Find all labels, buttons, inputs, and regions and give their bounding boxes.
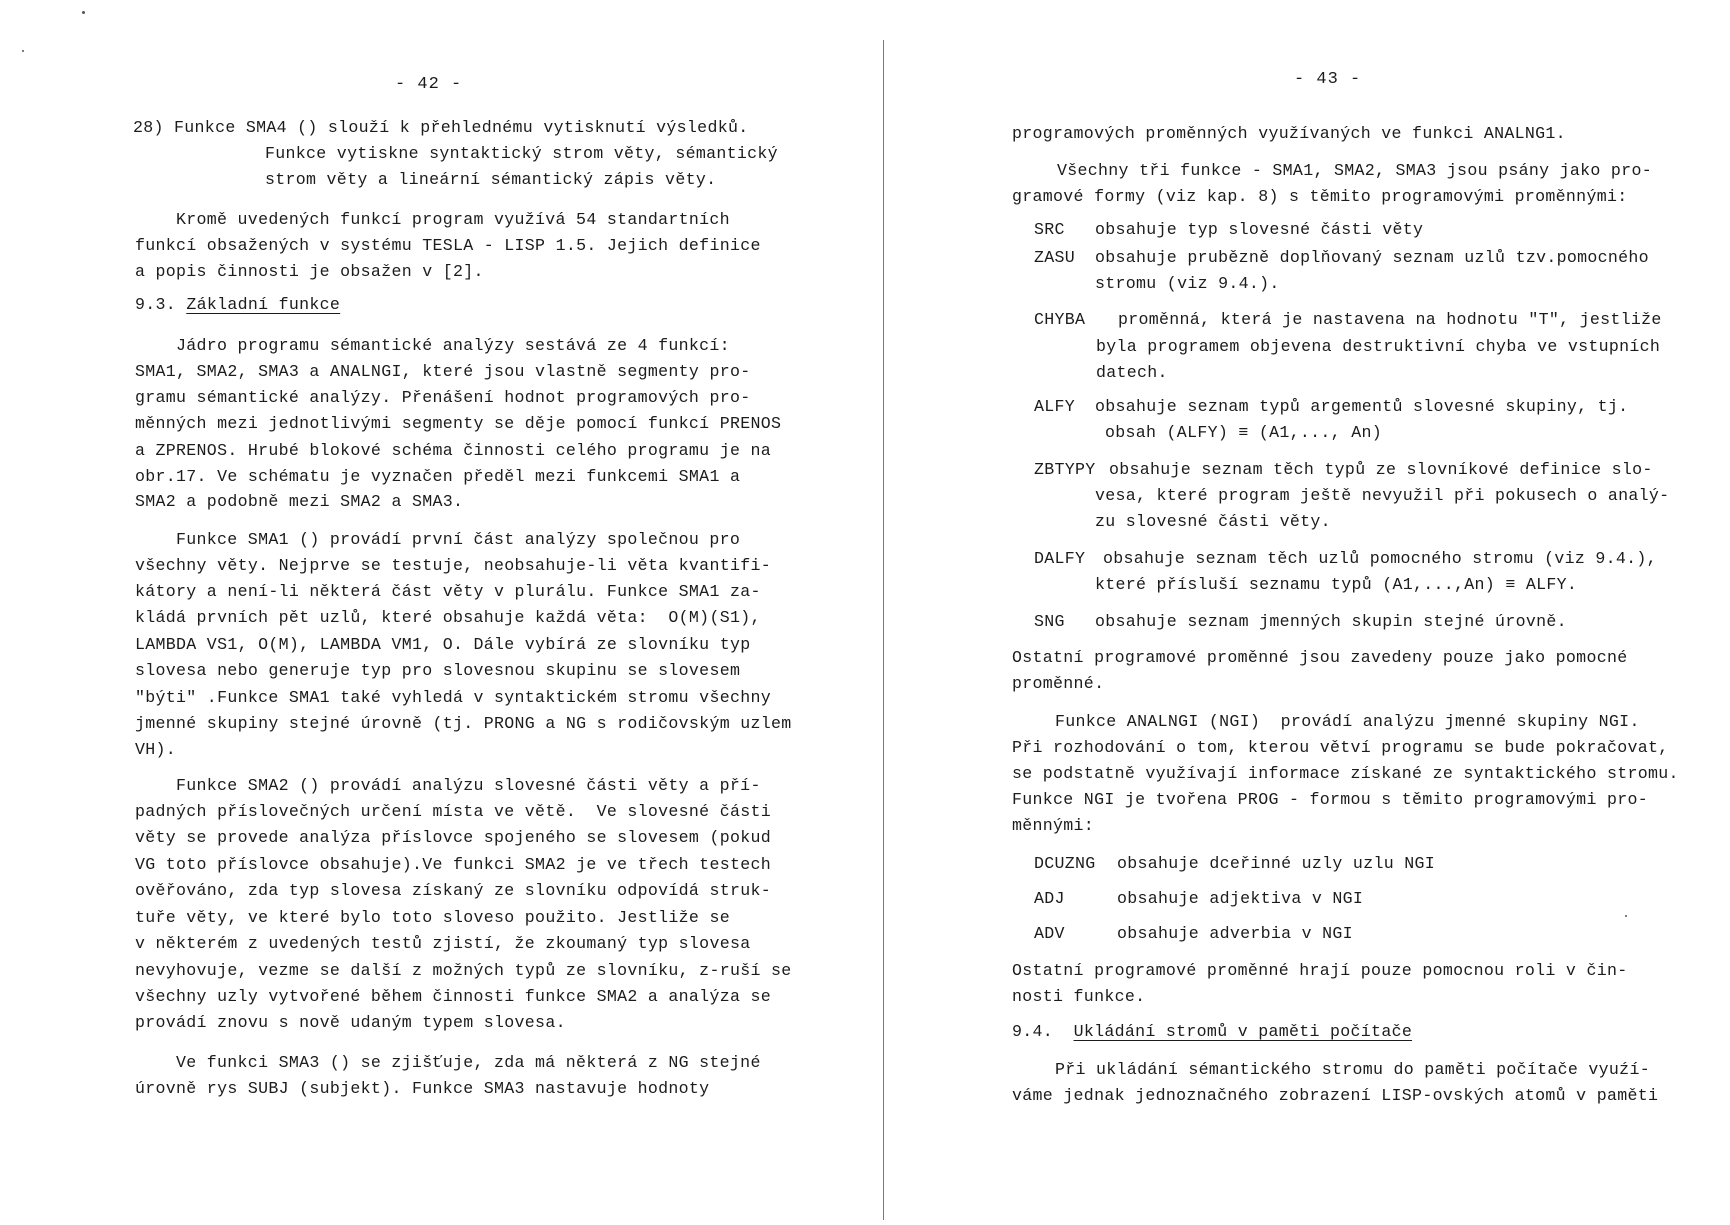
text-line: funkcí obsažených v systému TESLA - LISP 1.5. Jejich definice [135,236,761,255]
text-line: všechny uzly vytvořené během činnosti funkce SMA2 a analýza se [135,987,771,1006]
definition-term: DALFY [1034,549,1086,568]
section-number: 9.4. [1012,1022,1054,1041]
definition-term: ADV [1034,924,1065,943]
text-line: jmenné skupiny stejné úrovně (tj. PRONG a NG s rodičovským uzlem [135,714,792,733]
definition-text: obsah (ALFY) ≡ (A1,..., An) [1105,423,1382,442]
definition-term: SRC [1034,220,1065,239]
definition-term: CHYBA [1034,310,1086,329]
text-line: VH). [135,740,177,759]
text-line: strom věty a lineární sémantický zápis věty. [265,170,717,189]
text-line: váme jednak jednoznačného zobrazení LISP-ovských atomů v paměti [1012,1086,1659,1105]
text-line: všechny věty. Nejprve se testuje, neobsahuje-li věta kvantifi- [135,556,771,575]
text-line: VG toto příslovce obsahuje).Ve funkci SMA2 je ve třech testech [135,855,771,874]
text-line: věty se provede analýza příslovce spojeného se slovesem (pokud [135,828,771,847]
text-line: Funkce NGI je tvořena PROG - formou s těmito programovými pro- [1012,790,1648,809]
page-number: - 42 - [395,75,463,94]
text-line: a ZPRENOS. Hrubé blokové schéma činnosti celého programu je na [135,441,771,460]
text-line: Funkce SMA1 () provádí první část analýzy společnou pro [176,530,741,549]
text-line: a popis činnosti je obsažen v [2]. [135,262,484,281]
text-line: se podstatně využívají informace získané ze syntaktického stromu. [1012,764,1679,783]
definition-text: proměnná, která je nastavena na hodnotu "T", jestliže [1118,310,1662,329]
definition-text: byla programem objevena destruktivní chyba ve vstupních [1096,337,1661,356]
text-line: Funkce ANALNGI (NGI) provádí analýzu jmenné skupiny NGI. [1055,712,1640,731]
text-line: Jádro programu sémantické analýzy sestává ze 4 funkcí: [176,336,730,355]
definition-text: vesa, které program ještě nevyužil při pokusech o analý- [1095,486,1670,505]
text-line: Při rozhodování o tom, kterou větví programu se bude pokračovat, [1012,738,1669,757]
text-line: kládá prvních pět uzlů, které obsahuje každá věta: O(M)(S1), [135,608,761,627]
definition-text: obsahuje adverbia v NGI [1117,924,1353,943]
page-gutter [883,40,884,1220]
section-title: Základní funkce [186,295,341,314]
text-line: slovesa nebo generuje typ pro slovesnou skupinu se slovesem [135,661,741,680]
right-page [885,0,1730,1225]
text-line: úrovně rys SUBJ (subjekt). Funkce SMA3 nastavuje hodnoty [135,1079,710,1098]
definition-text: obsahuje seznam typů argementů slovesné skupiny, tj. [1095,397,1629,416]
definition-text: zu slovesné části věty. [1095,512,1331,531]
text-line: měnnými: [1012,816,1095,835]
section-title: Ukládání stromů v paměti počítače [1073,1022,1413,1041]
section-number: 9.3. [135,295,177,314]
text-line: měnných mezi jednotlivými segmenty se děje pomocí funkcí PRENOS [135,414,782,433]
text-line: gramu sémantické analýzy. Přenášení hodnot programových pro- [135,388,751,407]
text-line: tuře věty, ve které bylo toto sloveso použito. Jestliže se [135,908,730,927]
page-number: - 43 - [1294,70,1362,89]
definition-text: obsahuje seznam těch typů ze slovníkové definice slo- [1109,460,1653,479]
text-line: nosti funkce. [1012,987,1146,1006]
text-line: Ostatní programové proměnné jsou zavedeny pouze jako pomocné [1012,648,1628,667]
definition-text: obsahuje seznam jmenných skupin stejné úrovně. [1095,612,1567,631]
text-line: obr.17. Ve schématu je vyznačen předěl mezi funkcemi SMA1 a [135,467,741,486]
text-line: programových proměnných využívaných ve funkci ANALNG1. [1012,124,1566,143]
text-line: Všechny tři funkce - SMA1, SMA2, SMA3 jsou psány jako pro- [1057,161,1652,180]
text-line: padných příslovečných určení místa ve větě. Ve slovesné části [135,802,771,821]
text-line: SMA1, SMA2, SMA3 a ANALNGI, které jsou vlastně segmenty pro- [135,362,751,381]
text-line: Funkce vytiskne syntaktický strom věty, sémantický [265,144,778,163]
section-heading [1012,1024,1412,1041]
text-line: Ve funkci SMA3 () se zjišťuje, zda má některá z NG stejné [176,1053,761,1072]
definition-text: obsahuje prubězně doplňovaný seznam uzlů tzv.pomocného [1095,248,1649,267]
definition-text: datech. [1096,363,1168,382]
definition-text: které přísluší seznamu typů (A1,...,An) ≡ ALFY. [1095,575,1578,594]
text-line: LAMBDA VS1, O(M), LAMBDA VM1, O. Dále vybírá ze slovníku typ [135,635,751,654]
text-line: v některém z uvedených testů zjistí, že zkoumaný typ slovesa [135,934,751,953]
definition-term: ZASU [1034,248,1076,267]
text-line: provádí znovu s nově udaným typem slovesa. [135,1013,566,1032]
text-line: nevyhovuje, vezme se další z možných typů ze slovníku, z-ruší se [135,961,792,980]
definition-term: ADJ [1034,889,1065,908]
text-line: proměnné. [1012,674,1105,693]
text-line: gramové formy (viz kap. 8) s těmito programovými proměnnými: [1012,187,1628,206]
definition-term: ZBTYPY [1034,460,1096,479]
definition-text: obsahuje typ slovesné části věty [1095,220,1424,239]
text-line: Ostatní programové proměnné hrají pouze pomocnou roli v čin- [1012,961,1628,980]
definition-term: DCUZNG [1034,854,1096,873]
definition-text: obsahuje dceřinné uzly uzlu NGI [1117,854,1435,873]
text-line: Funkce SMA2 () provádí analýzu slovesné části věty a pří- [176,776,761,795]
definition-text: stromu (viz 9.4.). [1095,274,1280,293]
section-heading [135,297,340,314]
text-line: SMA2 a podobně mezi SMA2 a SMA3. [135,492,464,511]
definition-term: ALFY [1034,397,1076,416]
text-line: "býti" .Funkce SMA1 také vyhledá v syntaktickém stromu všechny [135,688,771,707]
text-line: Při ukládání sémantického stromu do paměti počítače vyuźí- [1055,1060,1650,1079]
definition-text: obsahuje adjektiva v NGI [1117,889,1364,908]
text-line: 28) Funkce SMA4 () slouží k přehlednému vytisknutí výsledků. [133,118,749,137]
definition-text: obsahuje seznam těch uzlů pomocného stromu (viz 9.4.), [1103,549,1657,568]
definition-term: SNG [1034,612,1065,631]
text-line: kátory a není-li některá část věty v plurálu. Funkce SMA1 za- [135,582,761,601]
text-line: Kromě uvedených funkcí program využívá 54 standartních [176,210,730,229]
text-line: ověřováno, zda typ slovesa získaný ze slovníku odpovídá struk- [135,881,771,900]
